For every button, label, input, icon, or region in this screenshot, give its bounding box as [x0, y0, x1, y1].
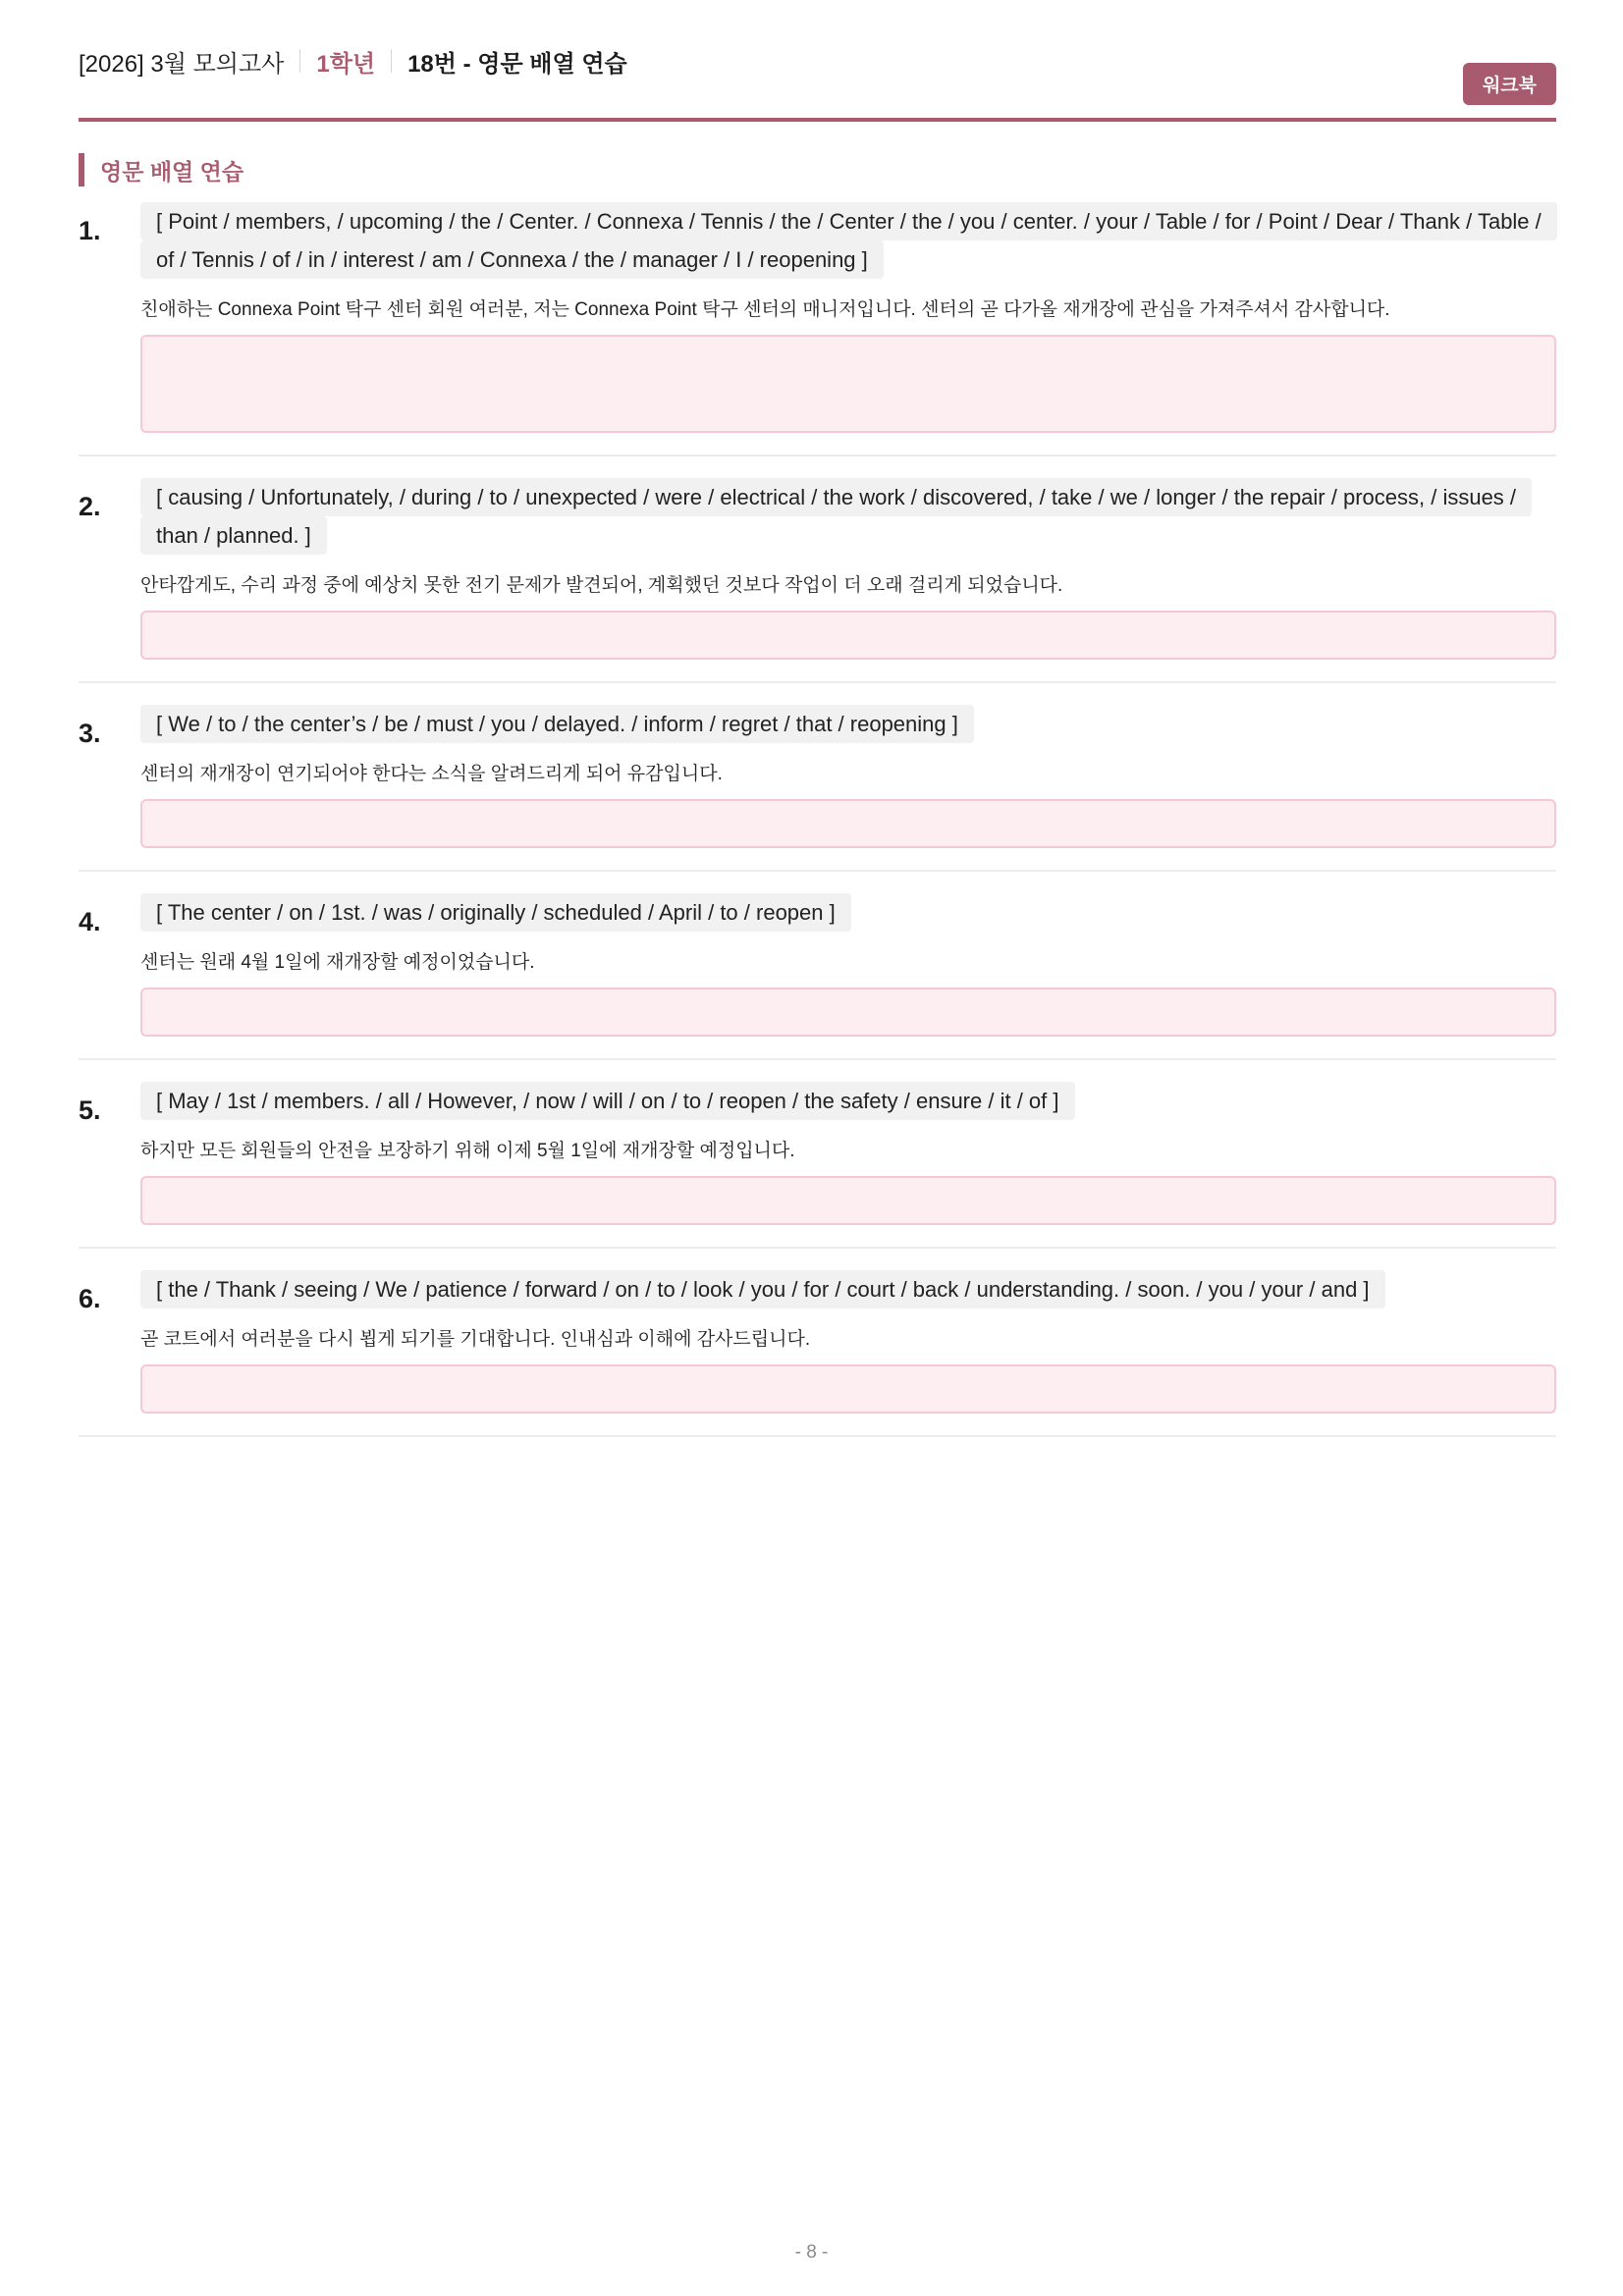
- question-item: [79, 202, 1556, 456]
- answer-box[interactable]: [140, 799, 1556, 848]
- word-bank: [140, 705, 1556, 743]
- korean-translation: 곧 코트에서 여러분을 다시 뵙게 되기를 기대합니다. 인내심과 이해에 감사드립니다.: [140, 1329, 811, 1350]
- answer-box[interactable]: [140, 1364, 1556, 1414]
- korean-translation: 친애하는 Connexa Point 탁구 센터 회원 여러분, 저는 Connexa Point 탁구 센터의 매니저입니다. 센터의 곧 다가올 재개장에 관심을 가져주셔서 감사합니다.: [140, 299, 1390, 320]
- page-header: [79, 0, 1556, 122]
- workbook-badge: 워크북: [1463, 63, 1556, 105]
- korean-translation: 안타깝게도, 수리 과정 중에 예상치 못한 전기 문제가 발견되어, 계획했던 것보다 작업이 더 오래 걸리게 되었습니다.: [140, 575, 1063, 596]
- word-bank-text: [ Point / members, / upcoming / the / Center. / Connexa / Tennis / the / Center / the / you / center. / your / Table / for / Point / Dear / Thank / Table / of / Tennis / of / in / interest / am / Connexa / the / manager / I / reopening ]: [140, 202, 1557, 279]
- exam-label: [2026] 3월 모의고사: [79, 50, 285, 78]
- question-number: 2.: [79, 492, 101, 521]
- korean-translation: 센터는 원래 4월 1일에 재개장할 예정이었습니다.: [140, 952, 535, 973]
- answer-box[interactable]: [140, 335, 1556, 433]
- word-bank: [140, 1082, 1556, 1120]
- korean-translation: 하지만 모든 회원들의 안전을 보장하기 위해 이제 5월 1일에 재개장할 예정입니다.: [140, 1141, 795, 1161]
- word-bank: [140, 202, 1556, 279]
- grade-label: 1학년: [316, 50, 376, 78]
- question-item: [79, 478, 1556, 683]
- question-number: 3.: [79, 719, 101, 748]
- question-number: 5.: [79, 1095, 101, 1125]
- header-divider: [299, 49, 300, 73]
- word-bank: [140, 893, 1556, 932]
- word-bank: [140, 1270, 1556, 1308]
- word-bank-text: [ The center / on / 1st. / was / originally / scheduled / April / to / reopen ]: [140, 893, 851, 932]
- korean-translation: 센터의 재개장이 연기되어야 한다는 소식을 알려드리게 되어 유감입니다.: [140, 764, 723, 784]
- question-item: [79, 705, 1556, 872]
- answer-box[interactable]: [140, 611, 1556, 660]
- question-item: [79, 1270, 1556, 1437]
- worksheet-page: [79, 0, 1556, 1437]
- question-item: [79, 893, 1556, 1060]
- answer-box[interactable]: [140, 988, 1556, 1037]
- word-bank: [140, 478, 1556, 555]
- page-title: 18번 - 영문 배열 연습: [407, 50, 627, 78]
- question-number: 1.: [79, 216, 101, 245]
- word-bank-text: [ causing / Unfortunately, / during / to / unexpected / were / electrical / the work / discovered, / take / we / longer / the repair / process, / issues / than / planned. ]: [140, 478, 1532, 555]
- word-bank-text: [ We / to / the center’s / be / must / you / delayed. / inform / regret / that / reopening ]: [140, 705, 974, 743]
- header-divider: [391, 49, 392, 73]
- word-bank-text: [ May / 1st / members. / all / However, / now / will / on / to / reopen / the safety / ensure / it / of ]: [140, 1082, 1075, 1120]
- question-number: 6.: [79, 1284, 101, 1313]
- answer-box[interactable]: [140, 1176, 1556, 1225]
- word-bank-text: [ the / Thank / seeing / We / patience / forward / on / to / look / you / for / court / back / understanding. / soon. / you / your / and ]: [140, 1270, 1385, 1308]
- page-number: - 8 -: [794, 2242, 829, 2263]
- question-number: 4.: [79, 907, 101, 936]
- section-title: 영문 배열 연습: [79, 153, 1556, 187]
- question-item: [79, 1082, 1556, 1249]
